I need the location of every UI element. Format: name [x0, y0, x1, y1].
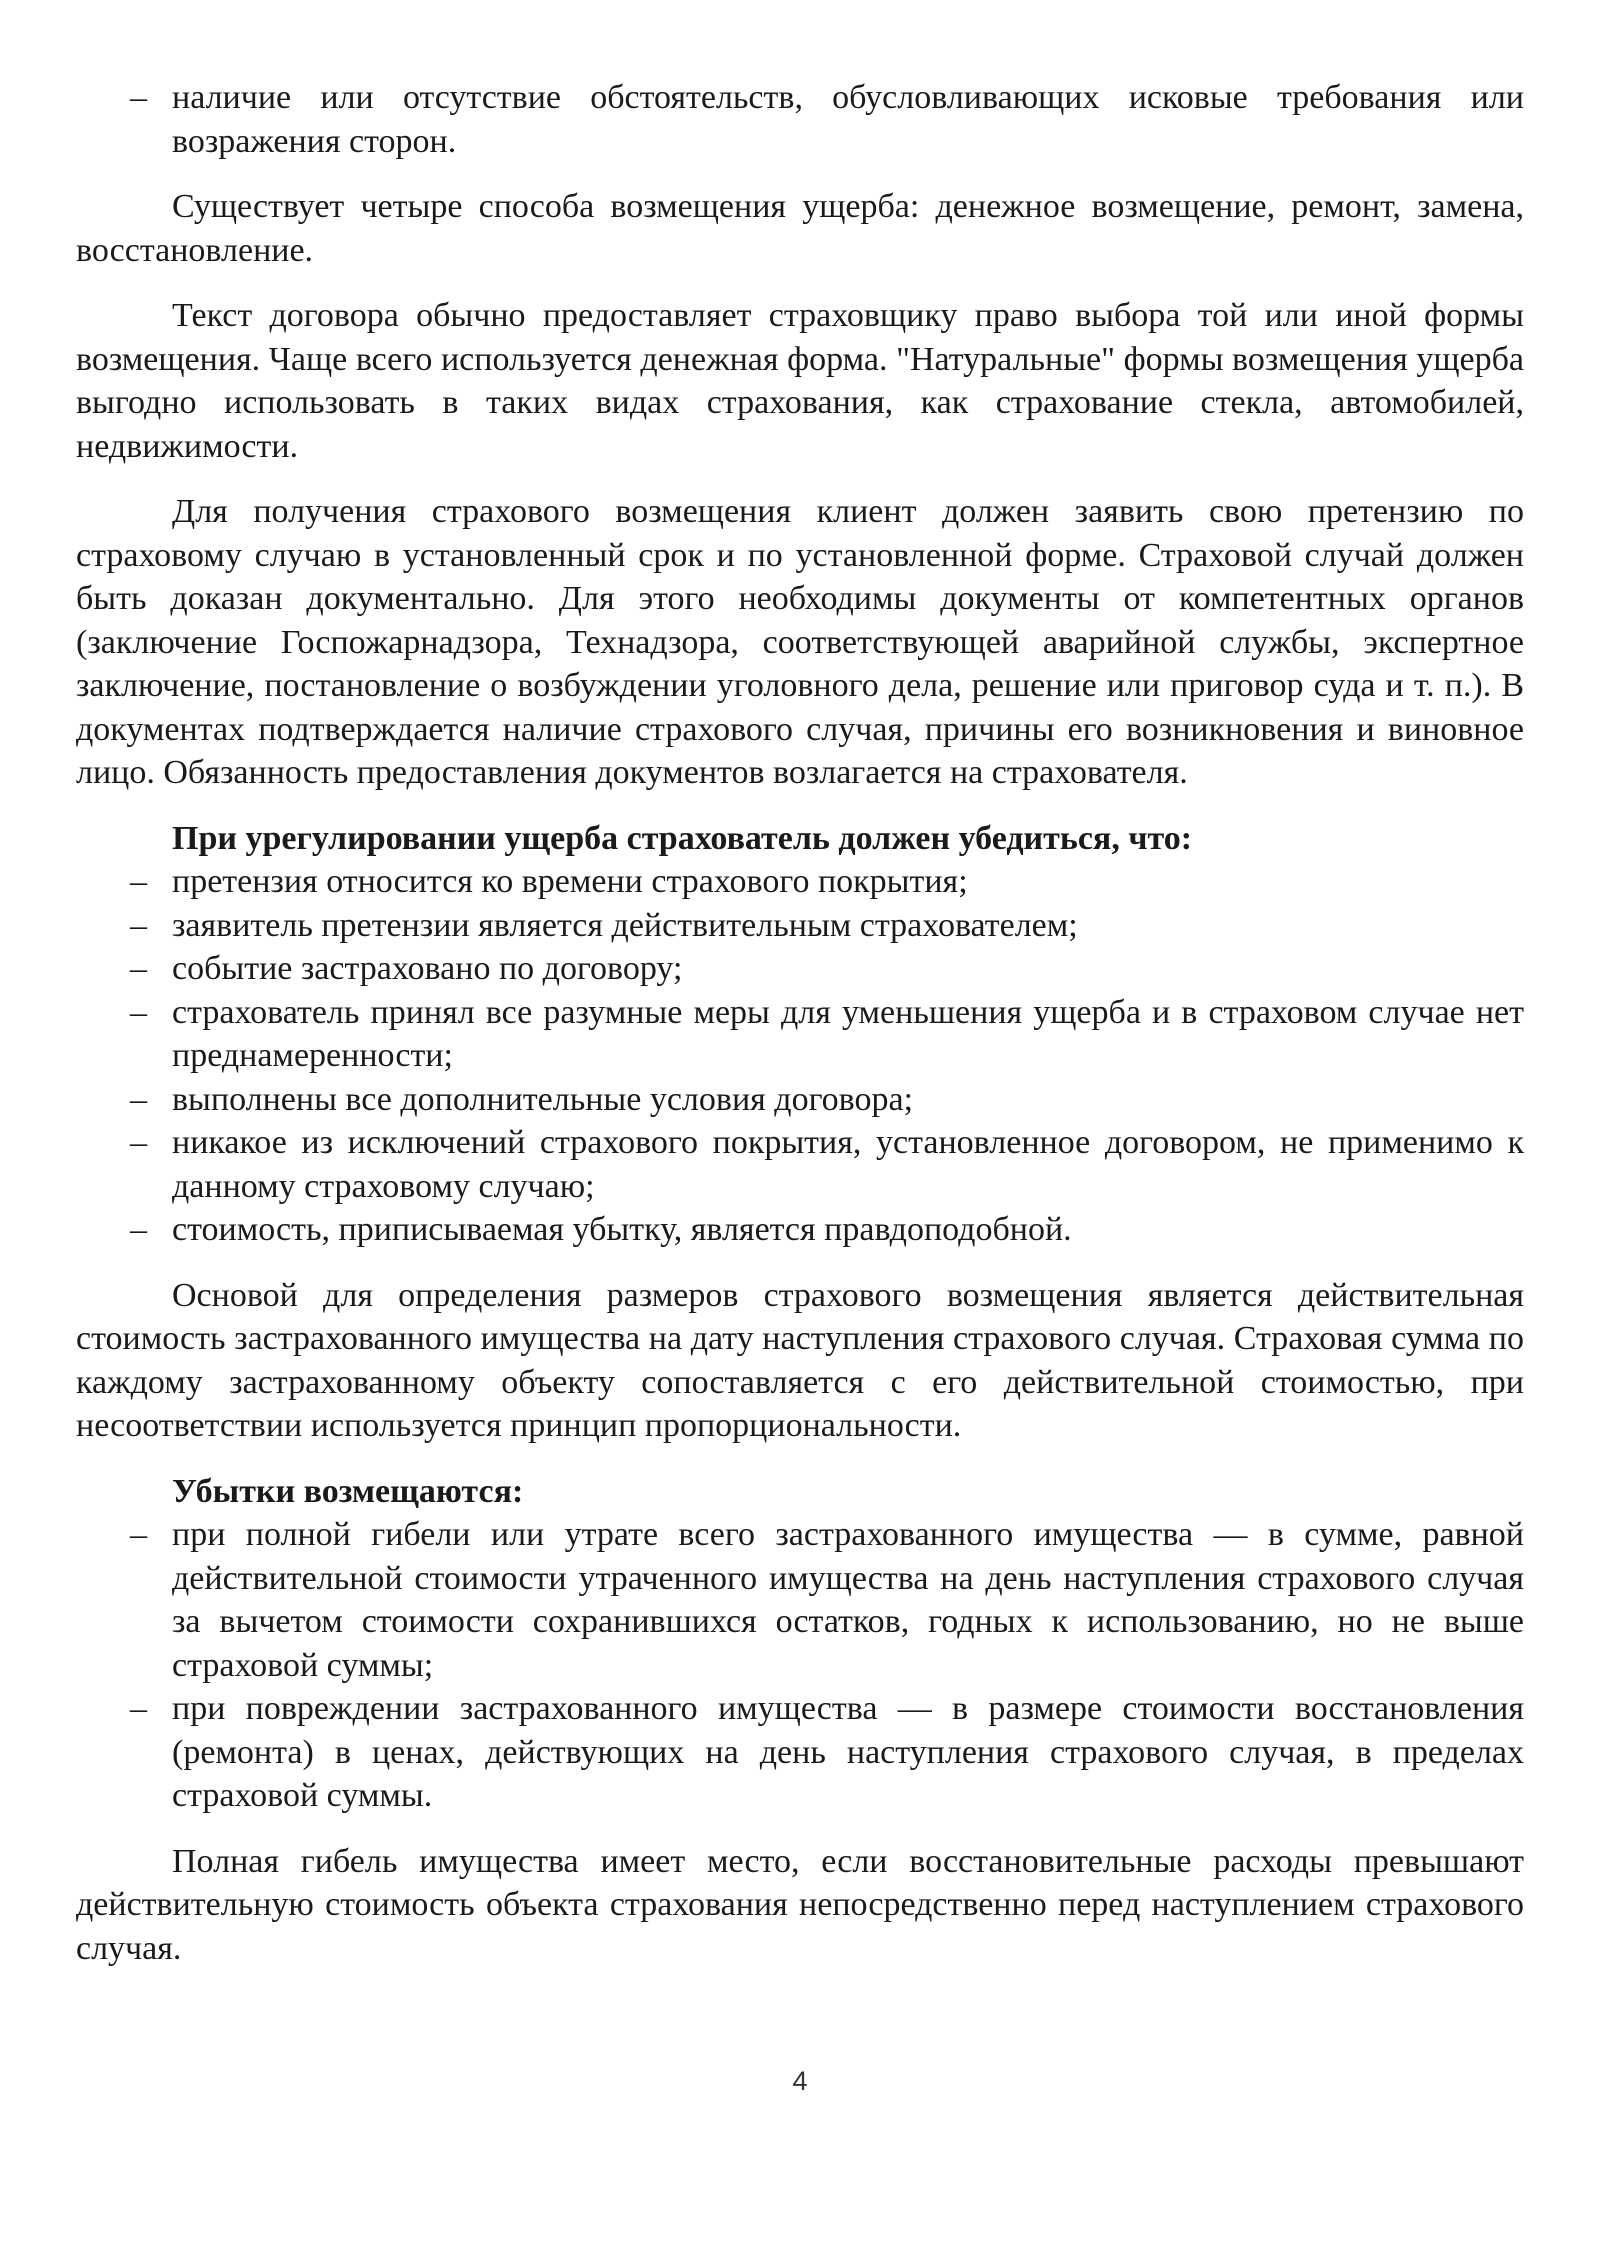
document-page — [76, 76, 1524, 1992]
list-item — [76, 1208, 1524, 1252]
list-item — [76, 1078, 1524, 1122]
list-item-text: при полной гибели или утрате всего застрахованного имущества — в сумме, равной действительной стоимости утраченного имущества на день наступления страхового случая за вычетом стоимости сохранившихся остатков, годных к использованию, но не выше страховой суммы; — [172, 1516, 1524, 1684]
list-item — [76, 947, 1524, 991]
list-item — [76, 1121, 1524, 1208]
list-item-text: заявитель претензии является действительным страхователем; — [172, 906, 1078, 944]
list-dash: – — [130, 993, 147, 1031]
paragraph-compensation-methods: Существует четыре способа возмещения ущерба: денежное возмещение, ремонт, замена, восстановление. — [76, 188, 1524, 269]
list-item — [76, 860, 1524, 904]
list-dash: – — [130, 1690, 147, 1727]
list-dash: – — [130, 1080, 147, 1118]
settlement-list — [76, 860, 1524, 1252]
paragraph-total-loss: Полная гибель имущества имеет место, если восстановительные расходы превышают действительную стоимость объекта страхования непосредственно перед наступлением страхового случая. — [76, 1842, 1524, 1967]
list-dash: – — [130, 950, 147, 987]
paragraph-contract-forms: Текст договора обычно предоставляет страховщику право выбора той или иной формы возмещения. Чаще всего используется денежная форма. "Натуральные" формы возмещения ущерба выгодно использовать в таких видах страхования, как страхование стекла, автомобилей, недвижимости. — [76, 297, 1524, 465]
losses-list — [76, 1513, 1524, 1818]
list-item-text: выполнены все дополнительные условия договора; — [172, 1080, 914, 1118]
list-item-text: наличие или отсутствие обстоятельств, обусловливающих исковые требования или возражения сторон. — [172, 79, 1524, 160]
list-item-text: стоимость, приписываемая убытку, является правдоподобной. — [172, 1211, 1072, 1248]
paragraph-claim-procedure: Для получения страхового возмещения клиент должен заявить свою претензию по страховому случаю в установленный срок и по установленной форме. Страховой случай должен быть доказан документально. Для этого необходимы документы от компетентных органов (заключение Госпожарнадзора, Технадзора, соответствующей аварийной службы, экспертное заключение, постановление о возбуждении уголовного дела, решение или приговор суда и т. п.). В документах подтверждается наличие страхового случая, причины его возникновения и виновное лицо. Обязанность предоставления документов возлагается на страхователя. — [76, 493, 1524, 791]
losses-heading: Убытки возмещаются: — [172, 1472, 524, 1510]
list-dash: – — [130, 79, 147, 116]
page-number: 4 — [792, 2066, 808, 2096]
list-dash: – — [130, 1211, 147, 1248]
list-dash: – — [130, 906, 147, 944]
list-dash: – — [130, 863, 147, 900]
settlement-heading: При урегулировании ущерба страхователь должен убедиться, что: — [172, 819, 1193, 857]
list-item-text: событие застраховано по договору; — [172, 950, 683, 987]
list-item — [76, 1687, 1524, 1818]
list-item — [76, 76, 1524, 163]
list-dash: – — [130, 1124, 147, 1161]
list-item-text: никакое из исключений страхового покрытия, установленное договором, не применимо к данному страховому случаю; — [172, 1124, 1524, 1205]
list-item-text: страхователь принял все разумные меры для уменьшения ущерба и в страховом случае нет преднамеренности; — [172, 993, 1524, 1074]
list-item — [76, 1513, 1524, 1687]
intro-list — [76, 76, 1524, 163]
list-item — [76, 991, 1524, 1078]
paragraph-compensation-basis: Основой для определения размеров страхового возмещения является действительная стоимость застрахованного имущества на дату наступления страхового случая. Страховая сумма по каждому застрахованному объекту сопоставляется с его действительной стоимостью, при несоответствии используется принцип пропорциональности. — [76, 1276, 1524, 1444]
list-item-text: претензия относится ко времени страхового покрытия; — [172, 863, 968, 900]
list-item — [76, 904, 1524, 948]
list-item-text: при повреждении застрахованного имущества — в размере стоимости восстановления (ремонта) в ценах, действующих на день наступления страхового случая, в пределах страховой суммы. — [172, 1690, 1524, 1814]
list-dash: – — [130, 1516, 147, 1553]
